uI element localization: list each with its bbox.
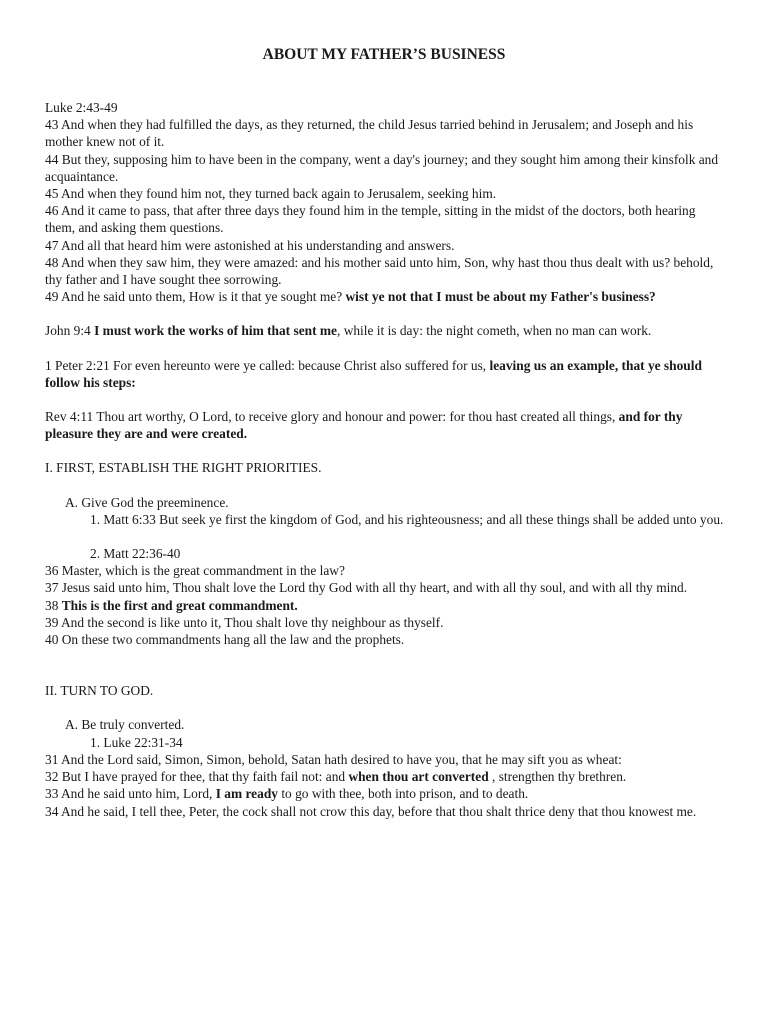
document-body [45, 99, 725, 820]
verse-text: 38 [45, 597, 62, 613]
section-heading-2: II. TURN TO GOD. [45, 683, 154, 699]
verse-emphasis: This is the first and great commandment. [61, 597, 298, 613]
document-title: ABOUT MY FATHER’S BUSINESS [262, 46, 506, 63]
verse: 36 Master, which is the great commandment in the law? [45, 563, 345, 579]
verse: 31 And the Lord said, Simon, Simon, behold, Satan hath desired to have you, that he may sift you as wheat: [45, 751, 622, 767]
numbered-point: 1. Matt 6:33 But seek ye first the kingdom of God, and his righteousness; and all these things shall be added unto you. [90, 511, 724, 527]
subpoint-a: A. Give God the preeminence. [65, 494, 229, 510]
verse-text: 49 And he said unto them, How is it that ye sought me? [45, 289, 346, 305]
verse-text: 32 But I have prayed for thee, that thy faith fail not: and [45, 769, 349, 785]
subpoint-a: A. Be truly converted. [65, 717, 185, 733]
verse: 44 But they, supposing him to have been in the company, went a day's journey; and they sought him among their kinsfolk and acquaintance. [45, 151, 719, 184]
scripture-john [45, 322, 725, 339]
verse: 39 And the second is like unto it, Thou shalt love thy neighbour as thyself. [45, 614, 444, 630]
scripture-rev [45, 408, 725, 442]
verse [45, 785, 725, 802]
scripture-reference: Luke 2:43-49 [45, 100, 118, 115]
verse: 48 And when they saw him, they were amazed: and his mother said unto him, Son, why hast thou thus dealt with us? behold, thy father and I have sought thee sorrowing. [45, 254, 714, 288]
verse [45, 768, 725, 785]
verse: 45 And when they found him not, they turned back again to Jerusalem, seeking him. [45, 186, 497, 202]
verse-emphasis: wist ye not that I must be about my Father's business? [345, 289, 656, 305]
verse [45, 597, 725, 614]
verse [45, 288, 725, 305]
verse-emphasis: I must work the works of him that sent me [94, 323, 337, 339]
verse-emphasis: leaving us an example, that ye should follow his steps: [45, 357, 702, 390]
verse-text: , strengthen thy brethren. [488, 769, 627, 785]
verse: 46 And it came to pass, that after three days they found him in the temple, sitting in the midst of the doctors, both hearing them, and asking them questions. [45, 203, 696, 236]
verse: 40 On these two commandments hang all the law and the prophets. [45, 632, 405, 648]
numbered-point: 1. Luke 22:31-34 [90, 734, 183, 750]
verse: 37 Jesus said unto him, Thou shalt love the Lord thy God with all thy heart, and with all thy soul, and with all thy mind. [45, 580, 688, 596]
verse-emphasis: when thou art converted [348, 769, 489, 785]
verse-text: , while it is day: the night cometh, when no man can work. [337, 323, 652, 339]
verse-text: 1 Peter 2:21 For even hereunto were ye called: because Christ also suffered for us, [45, 357, 490, 373]
verse-text: Rev 4:11 Thou art worthy, O Lord, to receive glory and honour and power: for thou hast created all things, [45, 409, 619, 425]
verse-text: 33 And he said unto him, Lord, [45, 786, 216, 802]
scripture-peter [45, 357, 725, 391]
verse: 47 And all that heard him were astonished at his understanding and answers. [45, 237, 455, 253]
scripture-reference: John 9:4 [45, 323, 95, 339]
verse: 43 And when they had fulfilled the days, as they returned, the child Jesus tarried behind in Jerusalem; and Joseph and his mother knew not of it. [45, 117, 694, 150]
numbered-point: 2. Matt 22:36-40 [90, 546, 181, 562]
verse-text: to go with thee, both into prison, and to death. [277, 786, 529, 802]
verse-emphasis: I am ready [215, 786, 278, 802]
verse-emphasis: and for thy pleasure they are and were created. [45, 409, 683, 442]
verse: 34 And he said, I tell thee, Peter, the cock shall not crow this day, before that thou shalt thrice deny that thou knowest me. [45, 803, 697, 819]
section-heading-1: I. FIRST, ESTABLISH THE RIGHT PRIORITIES. [45, 460, 322, 476]
